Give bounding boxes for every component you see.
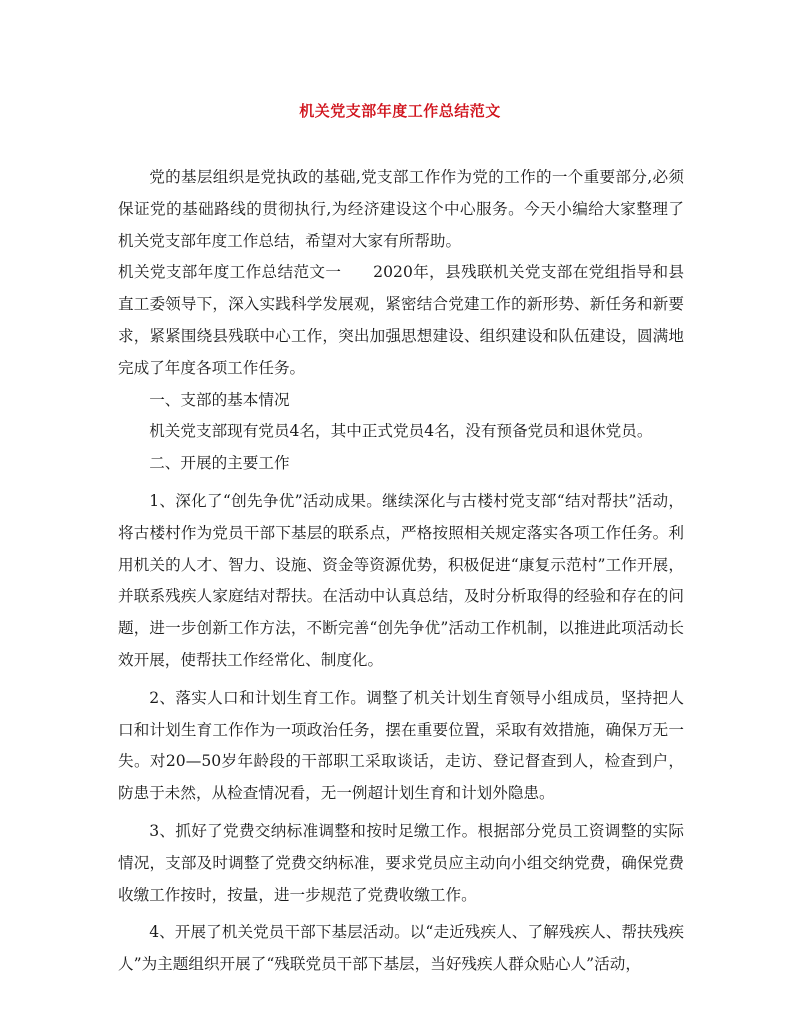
paragraph-item-4: 4、开展了机关党员干部下基层活动。以“走近残疾人、了解残疾人、帮扶残疾人”为主题组织开展了“残联党员干部下基层，当好残疾人群众贴心人”活动， [118,923,684,974]
paragraph-item-1: 1、深化了“创先争优”活动成果。继续深化与古楼村党支部“结对帮扶”活动，将古楼村作为党员干部下基层的联系点，严格按照相关规定落实各项工作任务。利用机关的人才、智力、设施、资金等资源优势，积极促进“康复示范村”工作开展，并联系残疾人家庭结对帮扶。在活动中认真总结，及时分析取得的经验和存在的问题，进一步创新工作方法，不断完善“创先争优”活动工作机制，以推进此项活动长效开展，使帮扶工作经常化、制度化。 [118,491,684,669]
paragraph-item-2: 2、落实人口和计划生育工作。调整了机关计划生育领导小组成员，坚持把人口和计划生育工作作为一项政治任务，摆在重要位置，采取有效措施，确保万无一失。对20—50岁年龄段的干部职工采取谈话，走访、登记督查到人，检查到户，防患于未然，从检查情况看，无一例超计划生育和计划外隐患。 [118,688,684,803]
heading-main-work: 二、开展的主要工作 [149,454,290,473]
paragraph-intro: 党的基层组织是党执政的基础,党支部工作作为党的工作的一个重要部分,必须保证党的基础路线的贯彻执行,为经济建设这个中心服务。今天小编给大家整理了机关党支部年度工作总结，希望对大家有所帮助。 [118,168,684,250]
document-title: 机关党支部年度工作总结范文 [299,102,501,120]
paragraph-member-count: 机关党支部现有党员4名，其中正式党员4名，没有预备党员和退休党员。 [149,422,653,441]
paragraph-item-3: 3、抓好了党费交纳标准调整和按时足缴工作。根据部分党员工资调整的实际情况，支部及时调整了党费交纳标准，要求党员应主动向小组交纳党费，确保党费收缴工作按时，按量，进一步规范了党费收缴工作。 [118,821,684,904]
paragraph-summary-one: 机关党支部年度工作总结范文一 2020年，县残联机关党支部在党组指导和县直工委领导下，深入实践科学发展观，紧密结合党建工作的新形势、新任务和新要求，紧紧围绕县残联中心工作，突出加强思想建设、组织建设和队伍建设，圆满地完成了年度各项工作任务。 [118,263,684,377]
document-body [118,162,684,981]
heading-basic-situation: 一、支部的基本情况 [149,390,290,409]
